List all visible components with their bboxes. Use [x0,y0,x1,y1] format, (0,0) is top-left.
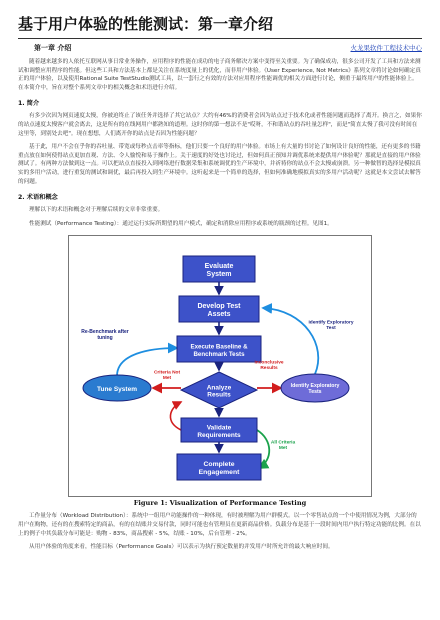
section-2-paragraph-1: 理解以下的术语和概念对于理解后续的文章非常重要。 [29,207,164,214]
box-analyze-results [181,372,257,408]
t-execute-line: Benchmark Tests [193,351,245,359]
box-evaluate-system [183,256,255,282]
performance-testing-figure [68,235,372,497]
l-all-line: All Criteria [270,440,296,446]
t-develop-line: Develop Test [197,303,241,311]
t-develop-line: Assets [207,311,231,319]
l-incon-line: Results [260,366,278,372]
t-execute-line: Execute Baseline & [190,343,248,351]
box-execute-label [190,344,248,359]
box-tune-label [97,386,137,393]
box-develop-test-assets [179,296,259,322]
t-complete-line: Complete [203,461,235,469]
subheader [18,43,422,53]
section-1-paragraph-2: 基于此，用户不会在乎你的吞吐量、带宽或每秒点击率等指标，他们只要一个良好的用户体验。市场上有大量的书讨论了如何设计良好的性能，还有更多的书籍重点放在如何使得站点更加直观、方法、令人愉悦和易于操作上。关于速度的好处也讨论过，但如何真正预知并调优系统来提供用户体验呢？那就是直接的用户体验测试了。有两种方法做到这一点。可以把站点直接投入到网络进行数据采集和系统调优的生产环境中，并祈祷你的站点不会太慢或崩溃。另一种做智的选择是模拟真实的多用户活动，进行重复的测试和调优，最后再投入到生产环境中。这听起来是一个简单的选择，但如何准确地模拟真实的多用户活动呢？这就是本文尝试去解答的问题。 [18,144,421,185]
box-identify-exploratory [281,374,349,402]
l-crit1-line: Met [162,376,172,382]
label-criteria-not-met [154,370,181,382]
section-1-paragraph-1: 有多少次因为网页速度太慢，你被迫终止了该任务并选择了其它站点？大约有46%的消费者会因为站点过于技术化或者性能问题而选择了离开。换言之，如果你的站点速度太慢客户就会离去，这是所有的在线网用户都熟知的道理。这时你的第一想法不是"哎呀，不和谐站点的吞吐量怎样"，而是"简直太慢了我可没有时间在这里等，到别处去吧"。现在想想，人们离开你的站点是否因为性能问题？ [18,113,422,137]
l-rebench-line: Re-Benchmark after [81,329,129,336]
box-evaluate-label [205,263,234,278]
intro-paragraph: 随着越来越多的人依托互联网从事日常业务操作，应用程序的性能在成功的电子商务解决方案中变得至关重要。为了确保成功，很多公司开发了工具和方法来测试和调整应用程序的性能。但这些工具和方法基本上都是关注在系统度量上的优化，而非用户体验。《User Experience, Not Metrics》系列文章将讨论如何确定真正的用户体验，以及使用Rational Suite TestStudio测试工具，以一套行之有效的方法对应用程序性能调优的相关方面进行讨论，侧重于最终用户的性能体验上。在本简介中，旨在对整个系列文章中的相关概念和术语进行介绍。 [18,59,421,91]
t-complete-line: Engagement [198,469,240,477]
t-analyze-line: Analyze [206,384,232,392]
section-2-paragraph-4: 从用户体验的角度来看，性能目标（Performance Goals）可以表示为执行预定数量的并发用户时所允许的最大响应时间。 [29,544,334,551]
t-explore-line: Identify Exploratory [290,383,340,390]
l-all-line: Met [278,446,288,452]
box-tune-system [83,375,151,401]
label-all-criteria-met [271,440,296,452]
chapter-heading: 第一章 介绍 [34,44,72,52]
figure-caption: Figure 1: Visualization of Performance Testing [133,499,307,508]
section-2-paragraph-2: 性能测试（Performance Testing）：通过运行实际所期望的用户模式，确定和消除应用程序或系统的瓶颈的过程。见图1。 [29,220,333,227]
l-explore-line: Test [326,326,336,332]
l-rebench-line: tuning [97,335,113,342]
section-1-heading: 1. 简介 [18,100,40,108]
t-evaluate-line: System [206,271,232,279]
l-incon-line: Inconclusive [254,360,284,366]
l-explore-line: Identify Exploratory [308,320,354,326]
title-divider [18,38,422,39]
label-inconclusive [254,360,283,372]
figure-diagram [69,236,371,496]
box-execute-baseline [177,336,261,362]
box-analyze-label [207,385,232,399]
org-link[interactable]: 火龙果软件工程技术中心 [350,44,422,52]
section-2-paragraph-3: 工作量分布（Workload Distribution）：系统中一组用户功能操作的一种体现，有时被理解为用户群模式。以一个零售站点的一个中使用情况为例，大部分的用户在购物，还有的在搜索特定的商品，有的在结账并交易付款，同时可能也有管理员在更新商品价格。负载分布是基于一段时间内用户执行特定功能的比例。在以上的例子中其负载分布可能是：购物 - 83%，商品搜索 - 5%，结账 - 10%，后台管理 - 2%。 [18,513,421,537]
box-validate-requirements [181,418,257,442]
t-analyze-line: Results [207,391,231,399]
label-rebenchmark [81,329,129,341]
t-validate-line: Validate [206,424,232,432]
l-crit1-line: Criteria Not [153,370,181,376]
section-2-heading: 2. 术语和概念 [18,194,58,202]
t-evaluate-line: Evaluate [204,263,234,271]
t-validate-line: Requirements [197,432,241,440]
box-complete-label [199,461,241,476]
label-exploratory-test [308,320,353,332]
t-explore-line: Tests [308,389,322,396]
box-complete-engagement [177,454,261,480]
t-tune-line: Tune System [97,386,137,394]
page-title: 基于用户体验的性能测试：第一章介绍 [18,15,274,33]
arrow-validate-analyze [170,402,181,430]
